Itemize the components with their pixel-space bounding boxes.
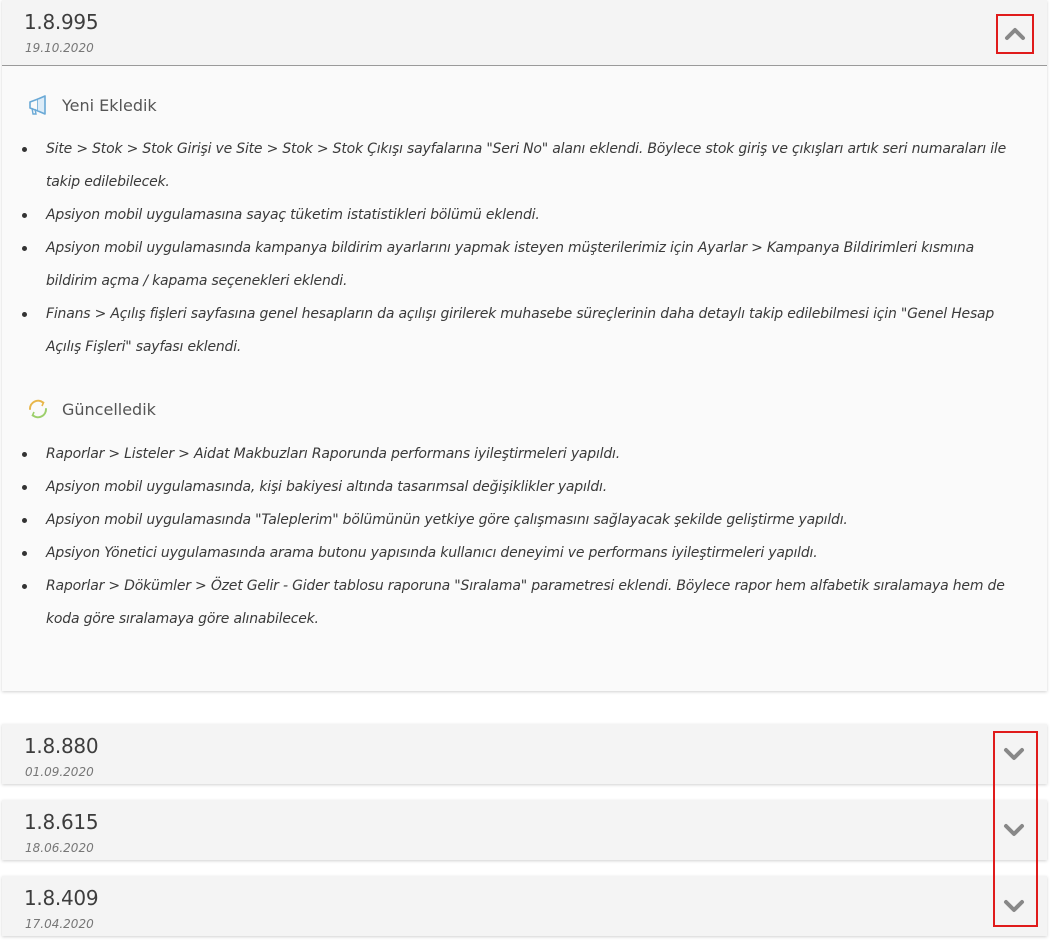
release-version: 1.8.409 — [24, 886, 99, 910]
list-item: Apsiyon mobil uygulamasında, kişi bakiyesi altında tasarımsal değişiklikler yapıldı. — [46, 471, 1027, 504]
chevron-down-icon — [1003, 899, 1025, 913]
list-item: Finans > Açılış fişleri sayfasına genel hesapların da açılışı girilerek muhasebe süreçlerinin daha detaylı takip edilebilmesi için "Genel Hesap Açılış Fişleri" sayfası eklendi. — [46, 298, 1027, 364]
chevron-down-icon — [1003, 823, 1025, 837]
megaphone-icon — [26, 93, 50, 117]
release-header[interactable] — [2, 800, 1047, 860]
release-header[interactable] — [2, 724, 1047, 784]
updated-items-list — [2, 438, 1047, 636]
list-item: Apsiyon mobil uygulamasına sayaç tüketim istatistikleri bölümü eklendi. — [46, 199, 1027, 232]
release-header[interactable] — [2, 0, 1047, 66]
expand-button[interactable] — [997, 888, 1031, 924]
collapse-button[interactable] — [996, 14, 1034, 54]
release-version: 1.8.995 — [24, 10, 99, 34]
release-date: 01.09.2020 — [25, 765, 94, 779]
expand-button[interactable] — [997, 812, 1031, 848]
release-card-1-8-615[interactable] — [2, 800, 1047, 860]
refresh-icon — [26, 397, 50, 421]
release-body — [2, 66, 1047, 636]
release-card-1-8-409[interactable] — [2, 876, 1047, 936]
list-item: Apsiyon Yönetici uygulamasında arama butonu yapısında kullanıcı deneyimi ve performans iyileştirmeleri yapıldı. — [46, 537, 1027, 570]
release-card-1-8-880[interactable] — [2, 724, 1047, 784]
release-version: 1.8.615 — [24, 810, 99, 834]
release-card-1-8-995 — [2, 0, 1047, 691]
release-date: 17.04.2020 — [25, 917, 94, 931]
section-header-new — [2, 86, 1047, 124]
release-header[interactable] — [2, 876, 1047, 936]
chevron-down-icon — [1003, 747, 1025, 761]
expand-button[interactable] — [997, 736, 1031, 772]
release-version: 1.8.880 — [24, 734, 99, 758]
section-header-updated — [2, 390, 1047, 428]
list-item: Apsiyon mobil uygulamasında "Taleplerim" bölümünün yetkiye göre çalışmasını sağlayacak şekilde geliştirme yapıldı. — [46, 504, 1027, 537]
chevron-up-icon — [1004, 27, 1026, 41]
section-title: Güncelledik — [62, 399, 156, 419]
list-item: Raporlar > Listeler > Aidat Makbuzları Raporunda performans iyileştirmeleri yapıldı. — [46, 438, 1027, 471]
section-title: Yeni Ekledik — [62, 95, 157, 115]
list-item: Apsiyon mobil uygulamasında kampanya bildirim ayarlarını yapmak isteyen müşterilerimiz için Ayarlar > Kampanya Bildirimleri kısmına bildirim açma / kapama seçenekleri eklendi. — [46, 232, 1027, 298]
release-date: 18.06.2020 — [25, 841, 94, 855]
release-date: 19.10.2020 — [25, 41, 94, 55]
new-items-list — [2, 133, 1047, 364]
list-item: Raporlar > Dökümler > Özet Gelir - Gider tablosu raporuna "Sıralama" parametresi eklendi. Böylece rapor hem alfabetik sıralamaya hem de koda göre sıralamaya göre alınabilecek. — [46, 570, 1027, 636]
list-item: Site > Stok > Stok Girişi ve Site > Stok > Stok Çıkışı sayfalarına "Seri No" alanı eklendi. Böylece stok giriş ve çıkışları artık seri numaraları ile takip edilebilecek. — [46, 133, 1027, 199]
